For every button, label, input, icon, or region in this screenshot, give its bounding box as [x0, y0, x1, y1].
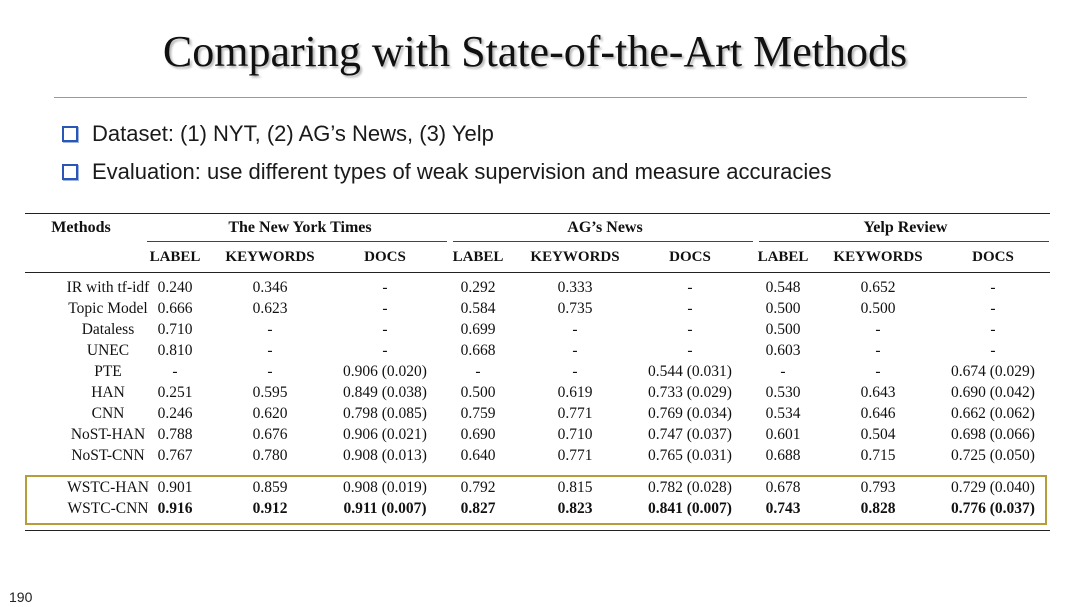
- method-name: IR with tf-idf: [66, 279, 150, 296]
- table-cell: 0.698 (0.066): [951, 426, 1035, 443]
- table-cell: 0.906 (0.020): [343, 363, 427, 380]
- table-cell: -: [382, 300, 388, 317]
- subheader-keywords: KEYWORDS: [225, 249, 315, 265]
- table-cell: 0.240: [157, 279, 193, 296]
- table-cell: 0.668: [460, 342, 496, 359]
- table-cell: -: [382, 342, 388, 359]
- table-cell: 0.767: [157, 447, 193, 464]
- table-cell: 0.504: [860, 426, 896, 443]
- bullet-list: [62, 115, 831, 191]
- group-underline-agnews: [453, 241, 753, 242]
- table-cell: 0.901: [157, 479, 193, 496]
- table-cell: 0.500: [765, 321, 801, 338]
- table-cell: 0.747 (0.037): [648, 426, 732, 443]
- table-cell: 0.908 (0.019): [343, 479, 427, 496]
- table-cell: 0.333: [557, 279, 593, 296]
- table-cell: 0.662 (0.062): [951, 405, 1035, 422]
- table-cell: -: [875, 363, 881, 380]
- table-cell: 0.841 (0.007): [648, 500, 732, 517]
- table-cell: 0.688: [765, 447, 801, 464]
- methods-header: Methods: [51, 219, 111, 236]
- table-cell: 0.733 (0.029): [648, 384, 732, 401]
- group-underline-yelp: [759, 241, 1049, 242]
- subheader-docs: DOCS: [972, 249, 1014, 265]
- checkbox-bullet-icon: [62, 126, 78, 142]
- table-cell: 0.798 (0.085): [343, 405, 427, 422]
- table-cell: 0.584: [460, 300, 496, 317]
- table-cell: 0.771: [557, 405, 593, 422]
- table-cell: -: [687, 279, 693, 296]
- subheader-docs: DOCS: [669, 249, 711, 265]
- method-name: HAN: [91, 384, 125, 401]
- bullet-item: [62, 115, 831, 153]
- table-cell: 0.676: [252, 426, 288, 443]
- table-cell: 0.715: [860, 447, 896, 464]
- subheader-label: LABEL: [452, 249, 504, 265]
- bullet-text: Dataset: (1) NYT, (2) AG’s News, (3) Yelp: [92, 121, 494, 146]
- method-name: CNN: [91, 405, 125, 422]
- table-cell: 0.603: [765, 342, 801, 359]
- method-name: Dataless: [81, 321, 135, 338]
- table-cell: 0.666: [157, 300, 193, 317]
- header-bottom-rule: [25, 272, 1050, 273]
- table-cell: -: [267, 342, 273, 359]
- method-name: NoST-CNN: [71, 447, 145, 464]
- method-name: WSTC-CNN: [67, 500, 149, 517]
- table-top-rule: [25, 213, 1050, 214]
- page-number: 190: [9, 589, 33, 605]
- table-cell: 0.729 (0.040): [951, 479, 1035, 496]
- table-cell: 0.776 (0.037): [951, 500, 1035, 517]
- table-cell: 0.544 (0.031): [648, 363, 732, 380]
- table-cell: 0.912: [252, 500, 288, 517]
- table-cell: 0.652: [860, 279, 896, 296]
- table-bottom-rule: [25, 530, 1050, 531]
- table-cell: 0.623: [252, 300, 288, 317]
- table-cell: 0.735: [557, 300, 593, 317]
- table-cell: -: [687, 342, 693, 359]
- table-cell: 0.828: [860, 500, 896, 517]
- method-name: PTE: [94, 363, 122, 380]
- table-cell: -: [382, 279, 388, 296]
- table-cell: 0.601: [765, 426, 801, 443]
- table-cell: 0.500: [460, 384, 496, 401]
- table-cell: 0.782 (0.028): [648, 479, 732, 496]
- table-cell: 0.725 (0.050): [951, 447, 1035, 464]
- table-cell: 0.792: [460, 479, 496, 496]
- title-divider: [54, 97, 1027, 98]
- table-cell: 0.699: [460, 321, 496, 338]
- table-cell: -: [267, 321, 273, 338]
- table-cell: 0.710: [557, 426, 593, 443]
- bullet-item: [62, 153, 831, 191]
- table-cell: 0.690: [460, 426, 496, 443]
- table-cell: 0.916: [157, 500, 193, 517]
- table-cell: 0.911 (0.007): [343, 500, 427, 517]
- table-cell: 0.534: [765, 405, 801, 422]
- table-cell: -: [990, 300, 996, 317]
- wstc-highlight-box: [25, 475, 1047, 525]
- checkbox-bullet-icon: [62, 164, 78, 180]
- group-underline-nyt: [147, 241, 447, 242]
- table-cell: 0.823: [557, 500, 593, 517]
- table-cell: 0.346: [252, 279, 288, 296]
- table-cell: -: [780, 363, 786, 380]
- table-cell: 0.292: [460, 279, 496, 296]
- table-cell: 0.793: [860, 479, 896, 496]
- table-cell: 0.827: [460, 500, 496, 517]
- table-cell: 0.771: [557, 447, 593, 464]
- subheader-docs: DOCS: [364, 249, 406, 265]
- table-cell: 0.788: [157, 426, 193, 443]
- method-name: UNEC: [86, 342, 130, 359]
- subheader-label: LABEL: [149, 249, 201, 265]
- table-cell: -: [687, 321, 693, 338]
- table-cell: -: [572, 321, 578, 338]
- table-cell: 0.710: [157, 321, 193, 338]
- table-cell: 0.765 (0.031): [648, 447, 732, 464]
- method-name: NoST-HAN: [70, 426, 146, 443]
- group-header-yelp: Yelp Review: [863, 219, 948, 236]
- subheader-label: LABEL: [757, 249, 809, 265]
- table-cell: 0.908 (0.013): [343, 447, 427, 464]
- table-cell: 0.690 (0.042): [951, 384, 1035, 401]
- table-cell: -: [875, 321, 881, 338]
- table-cell: -: [990, 279, 996, 296]
- table-cell: 0.548: [765, 279, 801, 296]
- table-cell: 0.906 (0.021): [343, 426, 427, 443]
- table-cell: 0.500: [765, 300, 801, 317]
- method-name: WSTC-HAN: [67, 479, 149, 496]
- table-cell: 0.246: [157, 405, 193, 422]
- table-cell: -: [267, 363, 273, 380]
- subheader-keywords: KEYWORDS: [530, 249, 620, 265]
- table-cell: -: [382, 321, 388, 338]
- table-cell: -: [990, 342, 996, 359]
- group-header-agnews: AG’s News: [567, 219, 643, 236]
- table-cell: -: [572, 342, 578, 359]
- table-cell: -: [172, 363, 178, 380]
- table-cell: 0.815: [557, 479, 593, 496]
- table-cell: 0.810: [157, 342, 193, 359]
- table-cell: 0.251: [157, 384, 193, 401]
- table-cell: 0.769 (0.034): [648, 405, 732, 422]
- method-name: Topic Model: [68, 300, 148, 317]
- table-cell: -: [990, 321, 996, 338]
- table-cell: 0.500: [860, 300, 896, 317]
- table-cell: 0.849 (0.038): [343, 384, 427, 401]
- table-cell: 0.620: [252, 405, 288, 422]
- table-cell: 0.780: [252, 447, 288, 464]
- table-cell: 0.640: [460, 447, 496, 464]
- table-cell: 0.619: [557, 384, 593, 401]
- subheader-keywords: KEYWORDS: [833, 249, 923, 265]
- table-cell: -: [572, 363, 578, 380]
- table-cell: 0.530: [765, 384, 801, 401]
- table-cell: -: [875, 342, 881, 359]
- table-cell: 0.743: [765, 500, 801, 517]
- table-cell: 0.678: [765, 479, 801, 496]
- table-cell: 0.674 (0.029): [951, 363, 1035, 380]
- table-cell: 0.643: [860, 384, 896, 401]
- table-cell: 0.595: [252, 384, 288, 401]
- slide-title: Comparing with State-of-the-Art Methods: [162, 27, 908, 76]
- table-cell: 0.759: [460, 405, 496, 422]
- table-cell: -: [475, 363, 481, 380]
- bullet-text: Evaluation: use different types of weak supervision and measure accuracies: [92, 159, 832, 184]
- table-cell: 0.859: [252, 479, 288, 496]
- group-header-nyt: The New York Times: [228, 219, 372, 236]
- table-cell: 0.646: [860, 405, 896, 422]
- table-cell: -: [687, 300, 693, 317]
